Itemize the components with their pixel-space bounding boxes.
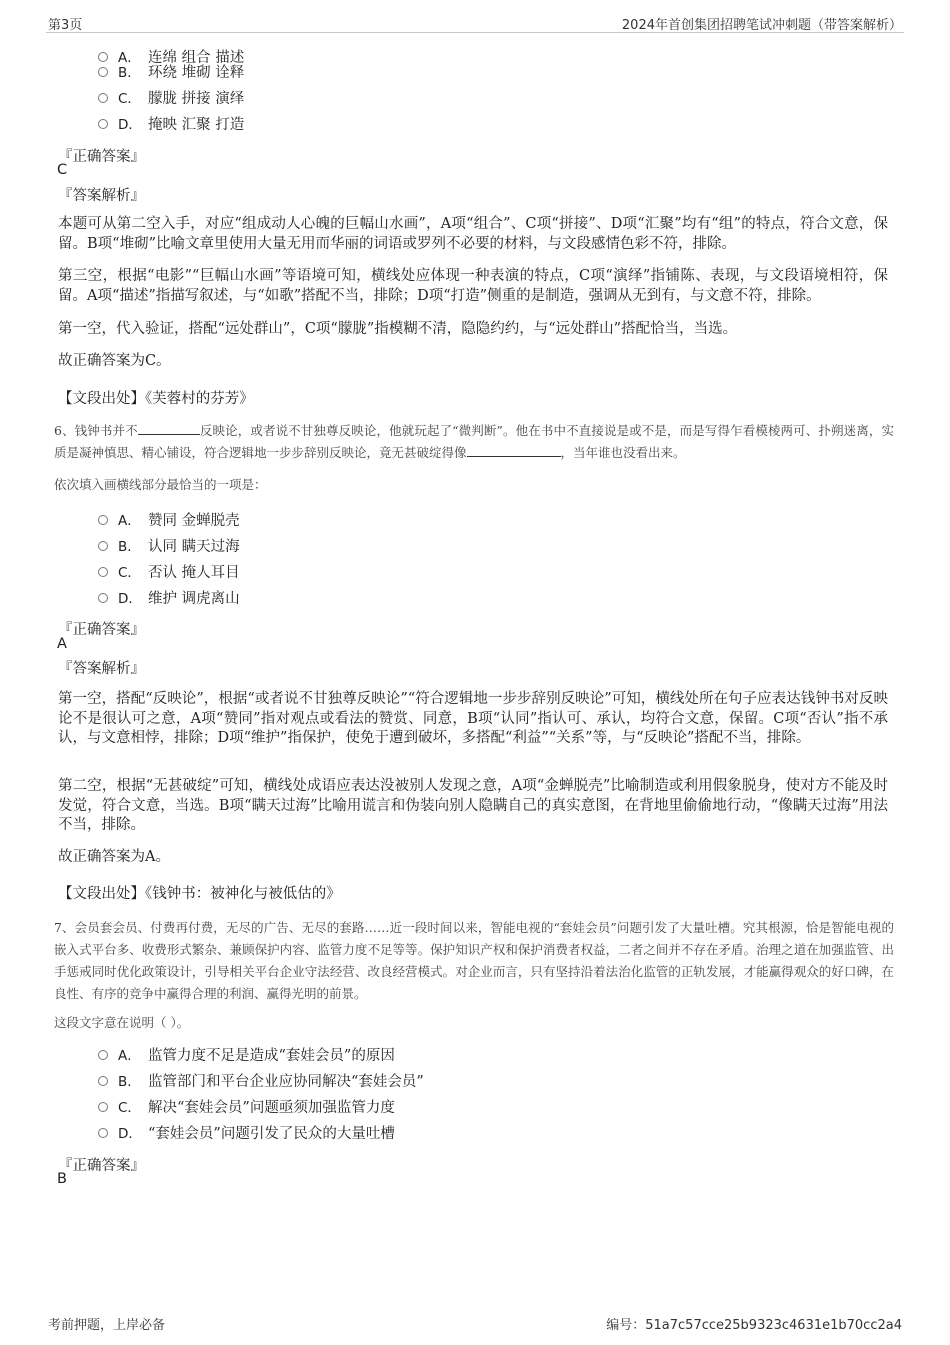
- document-code: 编号：51a7c57cce25b9323c4631e1b70cc2a4: [606, 1318, 902, 1333]
- page-header: [46, 12, 904, 33]
- blank-1: [138, 420, 200, 435]
- q6-option-d[interactable]: D． 维护 调虎离山: [98, 589, 240, 609]
- q7-prompt: 这段文字意在说明（ ）。: [54, 1015, 190, 1030]
- q6-stem: 6、钱钟书并不 反映论，或者说不甘独尊反映论，他就玩起了“微判断”。他在书中不直接说是或不是，而是写得乍看模棱两可、扑朔迷离，实质是凝神慎思、精心铺设，符合逻辑地一步步辞别反映论，竟无甚破绽得像 ，当年谁也没看出来。: [54, 420, 894, 464]
- correct-answer-label: 『正确答案』: [58, 149, 145, 165]
- q7-stem: 7、会员套会员、付费再付费，无尽的广告、无尽的套路……近一段时间以来，智能电视的“套娃会员”问题引发了大量吐槽。究其根源，恰是智能电视的嵌入式平台多、收费形式繁杂、兼顾保护内容、监管力度不足等等。保护知识产权和保护消费者权益，二者之间并不存在矛盾。治理之道在加强监管、出手惩戒同时优化政策设计，引导相关平台企业守法经营、改良经营模式。对企业而言，只有坚持沿着法治化监管的正轨发展，才能赢得观众的好口碑，在良性、有序的竞争中赢得合理的利润、赢得光明的前景。: [54, 920, 894, 1001]
- q5-source: 【文段出处】《芙蓉村的芬芳》: [58, 391, 254, 407]
- q5-answer: C: [57, 162, 68, 178]
- q6-prompt: 依次填入画横线部分最恰当的一项是：: [54, 477, 267, 492]
- radio-icon[interactable]: [98, 541, 108, 551]
- correct-answer-label: 『正确答案』: [58, 1158, 145, 1174]
- q6-source: 【文段出处】《钱钟书：被神化与被低估的》: [58, 886, 341, 902]
- q6-analysis-2: 第二空，根据“无甚破绽”可知，横线处成语应表达没被别人发现之意，A项“金蝉脱壳”比喻制造或利用假象脱身，使对方不能及时发觉，符合文意，当选。B项“瞒天过海”比喻用谎言和伪装向别人隐瞒自己的真实意图，在背地里偷偷地行动，“像瞒天过海”用法不当，排除。: [58, 778, 888, 833]
- radio-icon[interactable]: [98, 1050, 108, 1060]
- q7-answer: B: [57, 1171, 67, 1187]
- page-footer: [46, 1312, 904, 1334]
- q7-option-b[interactable]: B． 监管部门和平台企业应协同解决“套娃会员”: [98, 1072, 424, 1092]
- q5-option-b[interactable]: B． 环绕 堆砌 诠释: [98, 63, 244, 83]
- q7-option-c[interactable]: C． 解决“套娃会员”问题亟须加强监管力度: [98, 1098, 395, 1118]
- q6-option-b[interactable]: B． 认同 瞒天过海: [98, 537, 240, 557]
- correct-answer-label: 『正确答案』: [58, 622, 145, 638]
- blank-2: [467, 442, 561, 457]
- q6-analysis-1: 第一空，搭配“反映论”，根据“或者说不甘独尊反映论”“符合逻辑地一步步辞别反映论”可知，横线处所在句子应表达钱钟书对反映论不是很认可之意，A项“赞同”指对观点或看法的赞赏、同意，B项“认同”指认可、承认，均符合文意，保留。C项“否认”指不承认，与文意相悖，排除；D项“维护”指保护，使免于遭到破坏，多搭配“利益”“关系”等，与“反映论”搭配不当，排除。: [58, 691, 888, 746]
- q5-analysis-2: 第三空，根据“电影”“巨幅山水画”等语境可知，横线处应体现一种表演的特点，C项“演绎”指铺陈、表现，与文段语境相符，保留。A项“描述”指描写叙述，与“如歌”搭配不当，排除；D项“打造”侧重的是制造，强调从无到有，与文意不符，排除。: [58, 268, 888, 304]
- radio-icon[interactable]: [98, 593, 108, 603]
- q7-option-d[interactable]: D． “套娃会员”问题引发了民众的大量吐槽: [98, 1124, 395, 1144]
- radio-icon[interactable]: [98, 119, 108, 129]
- radio-icon[interactable]: [98, 1128, 108, 1138]
- radio-icon[interactable]: [98, 67, 108, 77]
- q5-analysis-3: 第一空，代入验证，搭配“远处群山”，C项“朦胧”指模糊不清，隐隐约约，与“远处群山”搭配恰当，当选。: [58, 321, 738, 337]
- q5-option-c[interactable]: C． 朦胧 拼接 演绎: [98, 89, 244, 109]
- q6-option-a[interactable]: A． 赞同 金蝉脱壳: [98, 511, 240, 531]
- q6-analysis-3: 故正确答案为A。: [58, 849, 170, 865]
- radio-icon[interactable]: [98, 52, 108, 62]
- radio-icon[interactable]: [98, 93, 108, 103]
- document-title: 2024年首创集团招聘笔试冲刺题（带答案解析）: [621, 18, 902, 33]
- footer-slogan: 考前押题，上岸必备: [48, 1318, 166, 1333]
- q5-analysis-1: 本题可从第二空入手，对应“组成动人心魄的巨幅山水画”，A项“组合”、C项“拼接”、D项“汇聚”均有“组”的特点，符合文意，保留。B项“堆砌”比喻文章里使用大量无用而华丽的词语或罗列不必要的材料，与文段感情色彩不符，排除。: [58, 216, 888, 252]
- page-number: 第3页: [48, 18, 83, 33]
- q5-option-d[interactable]: D． 掩映 汇聚 打造: [98, 115, 244, 135]
- analysis-label: 『答案解析』: [58, 188, 145, 204]
- q5-option-a[interactable]: A． 连绵 组合 描述: [98, 48, 244, 68]
- q6-option-c[interactable]: C． 否认 掩人耳目: [98, 563, 240, 583]
- radio-icon[interactable]: [98, 1076, 108, 1086]
- radio-icon[interactable]: [98, 1102, 108, 1112]
- q6-answer: A: [57, 636, 67, 652]
- q5-analysis-4: 故正确答案为C。: [58, 353, 171, 369]
- q7-option-a[interactable]: A． 监管力度不足是造成“套娃会员”的原因: [98, 1046, 395, 1066]
- radio-icon[interactable]: [98, 567, 108, 577]
- analysis-label: 『答案解析』: [58, 661, 145, 677]
- radio-icon[interactable]: [98, 515, 108, 525]
